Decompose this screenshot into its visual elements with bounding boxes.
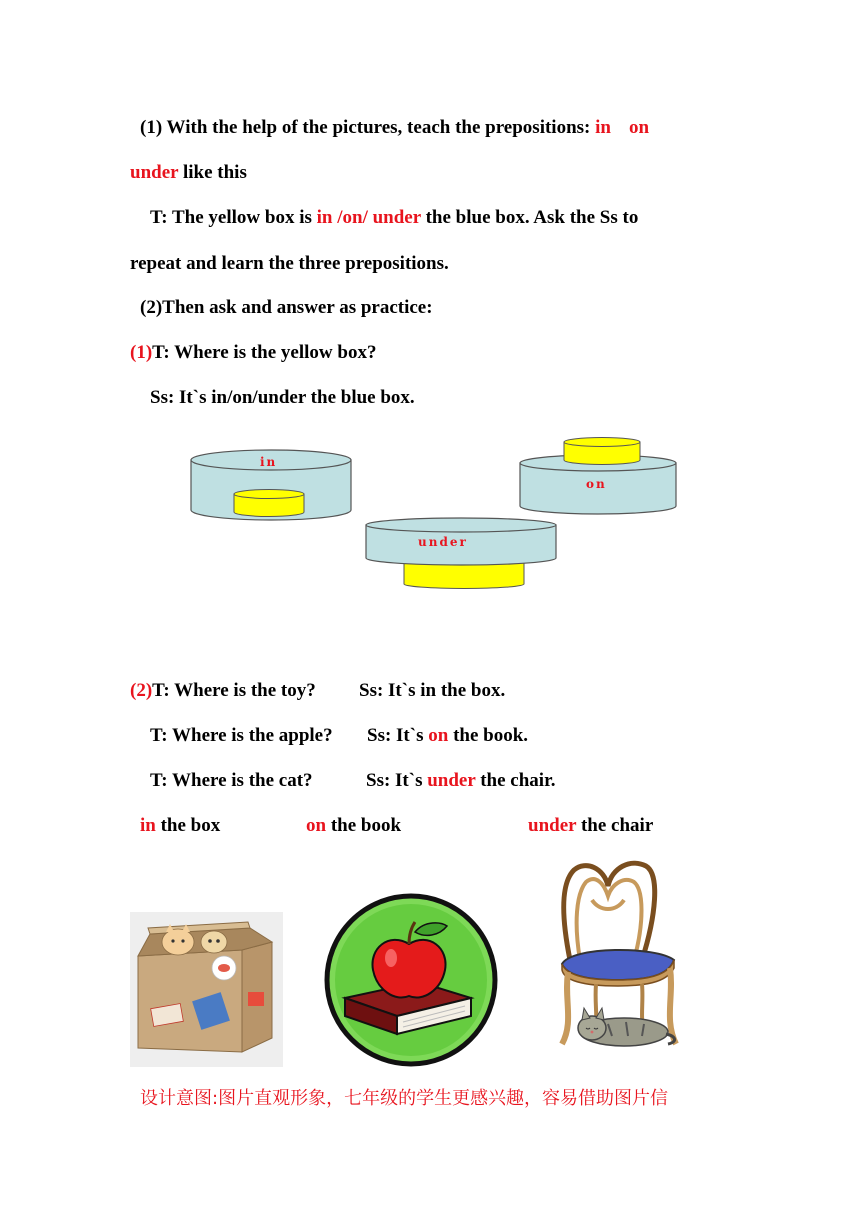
question-1 — [130, 341, 376, 365]
instruction-line-2 — [130, 161, 247, 185]
keyword-on: on — [428, 725, 449, 746]
practice-heading-text: (2)Then ask and answer as practice: — [140, 297, 433, 318]
instruction-line-4 — [130, 252, 449, 276]
question-text: T: Where is the apple? — [150, 725, 333, 746]
question-number-2: (2) — [130, 680, 153, 701]
label-on: on — [586, 477, 607, 491]
answer-text-end: the book. — [448, 725, 529, 746]
keyword-in: in — [595, 117, 611, 138]
answer-text: Ss: It`s in the box. — [359, 680, 506, 701]
answer-cat — [366, 769, 556, 793]
caption-under-the-chair — [528, 814, 653, 838]
answer-text: Ss: It`s — [366, 770, 428, 791]
design-intent-note: 设计意图:图片直观形象，七年级的学生更感兴趣，容易借助图片信 — [140, 1088, 669, 1109]
question-text: T: Where is the toy? — [152, 680, 316, 701]
teacher-text-end: the blue box. Ask the Ss to — [420, 207, 639, 228]
teacher-text: T: The yellow box is — [150, 207, 317, 228]
keyword-under: under — [528, 815, 577, 836]
answer-1 — [150, 386, 415, 410]
box-diagram-in — [188, 448, 356, 526]
answer-text-end: the chair. — [475, 770, 556, 791]
instruction-text: (1) With the help of the pictures, teach the prepositions: — [140, 117, 596, 138]
toy-in-box-picture — [130, 912, 283, 1067]
apple-on-book-picture — [323, 892, 499, 1068]
keyword-under: under — [427, 770, 476, 791]
keyword-in: in — [140, 815, 156, 836]
caption-on-the-book — [306, 814, 401, 838]
question-text: T: Where is the yellow box? — [152, 342, 377, 363]
answer-text: Ss: It`s in/on/under the blue box. — [150, 387, 415, 408]
answer-apple — [367, 724, 528, 748]
instruction-text: like this — [178, 162, 247, 183]
box-diagram-on — [518, 436, 680, 516]
caption-in-the-box — [140, 814, 220, 838]
question-apple — [150, 724, 333, 748]
answer-toy — [359, 679, 505, 703]
instruction-text: repeat and learn the three prepositions. — [130, 253, 449, 274]
box-diagram-under — [364, 516, 560, 592]
label-in: in — [260, 455, 278, 469]
caption-text: the chair — [576, 815, 654, 836]
cat-under-chair-picture — [552, 860, 686, 1054]
teacher-line-1 — [150, 206, 638, 230]
caption-text: the book — [326, 815, 402, 836]
instruction-line-1 — [140, 116, 649, 140]
keyword-on: on — [628, 117, 650, 138]
practice-heading — [140, 296, 433, 320]
answer-text: Ss: It`s — [367, 725, 429, 746]
keyword-under: under — [130, 162, 179, 183]
question-number-1: (1) — [130, 342, 153, 363]
question-cat — [150, 769, 313, 793]
keywords-in-on-under: in /on/ under — [316, 207, 421, 228]
question-text: T: Where is the cat? — [150, 770, 313, 791]
keyword-on: on — [306, 815, 327, 836]
caption-text: the box — [155, 815, 221, 836]
label-under: under — [418, 535, 468, 549]
question-2-toy — [130, 679, 316, 703]
